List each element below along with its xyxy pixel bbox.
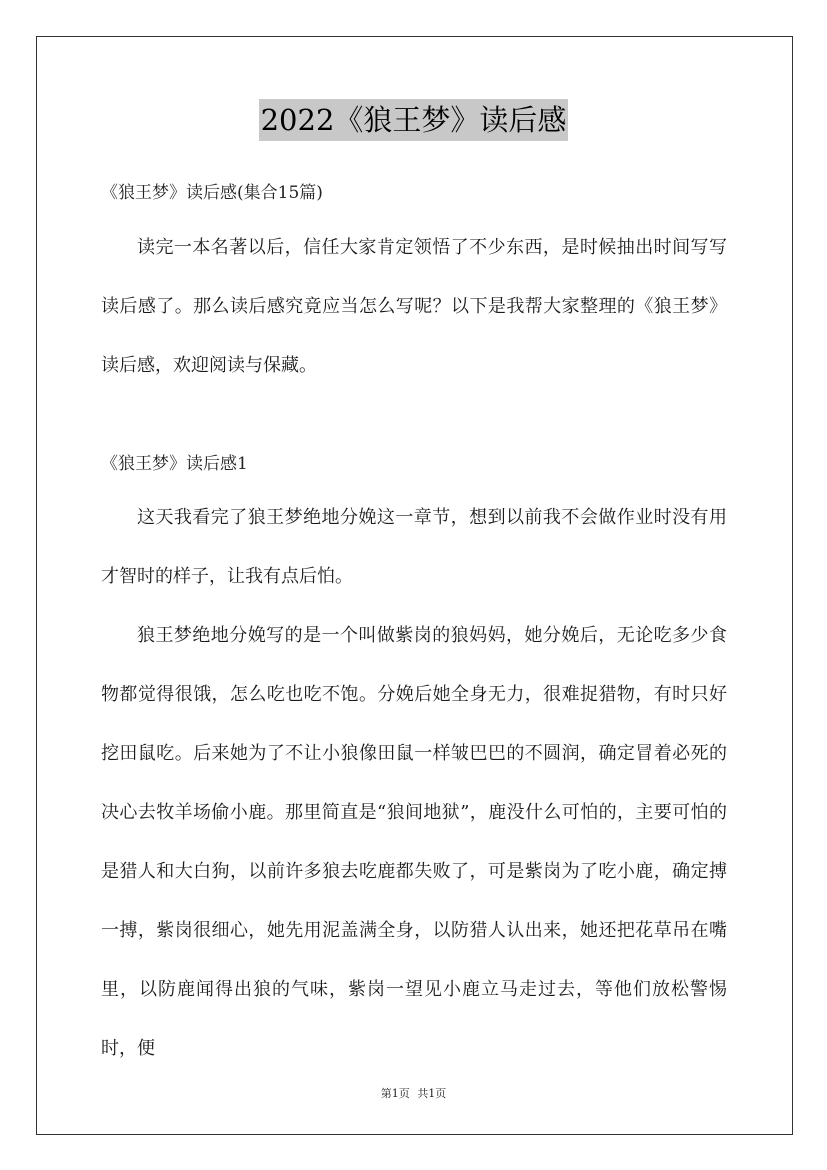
page-footer	[0, 1085, 827, 1101]
section-heading: 《狼王梦》读后感1	[101, 454, 248, 474]
title-container	[0, 99, 827, 141]
body-paragraph-1: 这天我看完了狼王梦绝地分娩这一章节，想到以前我不会做作业时没有用才智时的样子，让我有点后怕。	[101, 507, 727, 587]
total-pages: 共1页	[417, 1087, 447, 1100]
page-number: 第1页	[380, 1087, 410, 1100]
document-title: 2022《狼王梦》读后感	[259, 99, 569, 141]
document-subtitle: 《狼王梦》读后感(集合15篇)	[101, 183, 323, 203]
body-paragraph-2: 狼王梦绝地分娩写的是一个叫做紫岗的狼妈妈，她分娩后，无论吃多少食物都觉得很饿，怎么吃也吃不饱。分娩后她全身无力，很难捉猎物，有时只好挖田鼠吃。后来她为了不让小狼像田鼠一样皱巴巴的不圆润，确定冒着必死的决心去牧羊场偷小鹿。那里简直是“狼间地狱”，鹿没什么可怕的，主要可怕的是猎人和大白狗，以前许多狼去吃鹿都失败了，可是紫岗为了吃小鹿，确定搏一搏，紫岗很细心，她先用泥盖满全身，以防猎人认出来，她还把花草吊在嘴里，以防鹿闻得出狼的气味，紫岗一望见小鹿立马走过去，等他们放松警惕时，便	[101, 625, 727, 1059]
intro-paragraph: 读完一本名著以后，信任大家肯定领悟了不少东西，是时候抽出时间写写读后感了。那么读后感究竟应当怎么写呢？以下是我帮大家整理的《狼王梦》读后感，欢迎阅读与保藏。	[101, 237, 727, 376]
